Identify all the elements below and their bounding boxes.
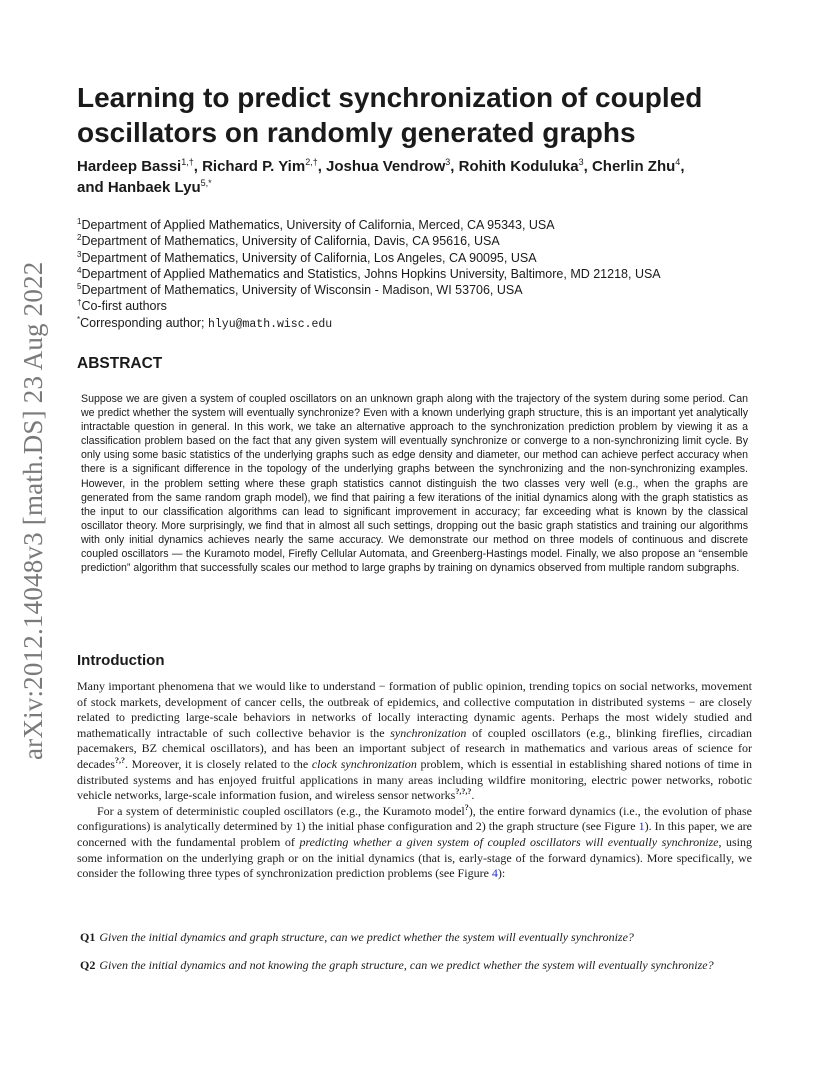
- figure-link[interactable]: 1: [638, 819, 645, 834]
- text-run: ):: [497, 866, 506, 881]
- affiliation-text: Department of Mathematics, University of California, Davis, CA 95616, USA: [81, 234, 500, 249]
- author-separator: ,: [583, 158, 592, 175]
- author-name: Hardeep Bassi: [77, 158, 182, 175]
- affiliation-mark: 5: [77, 282, 82, 292]
- author-marks: 2,†: [305, 157, 318, 167]
- author-name: Richard P. Yim: [202, 158, 306, 175]
- author-marks: 3: [578, 157, 584, 167]
- affiliation: [77, 250, 767, 266]
- corresponding-label: Corresponding author;: [80, 315, 208, 330]
- author-separator: ,: [680, 158, 685, 175]
- text-run: ), the entire forward dynamics (i.e., the evolution of phase configurations) is analytically determined by 1) the initial phase configuration and 2) the graph structure (see Figure: [77, 803, 753, 834]
- question-text: Given the initial dynamics and graph structure, can we predict whether the system will eventually synchronize?: [99, 930, 634, 944]
- author-marks: 5,*: [200, 178, 212, 188]
- author-marks: 1,†: [181, 157, 194, 167]
- affiliation: [77, 298, 767, 314]
- affiliation: [77, 233, 767, 249]
- paper-title: Learning to predict synchronization of coupled oscillators on randomly generated graphs: [77, 82, 703, 148]
- emphasis: predicting whether a given system of coupled oscillators will eventually synchronize: [299, 834, 719, 849]
- author-marks: 3: [445, 157, 451, 167]
- text-run: , using some information on the underlying graph or on the initial dynamics (that is, early-stage of the forward dynamics). More specifically, we consider the following three types of synchronization prediction problems (see Figure: [77, 834, 753, 881]
- text-run: Many important phenomena that we would like to understand − formation of public opinion, trending topics on social networks, movement of stock markets, development of cancer cells, the outbreak of epidemics, and collective computation in distributed systems − are closely related to predicting large-scale behaviors in networks of locally interacting dynamic agents. Perhaps the most widely studied and mathematically intractable of such collective behavior is the: [77, 679, 752, 740]
- question-label: Q1: [80, 930, 96, 944]
- author-name: Joshua Vendrow: [326, 158, 446, 175]
- question-label: Q2: [80, 958, 96, 972]
- affiliation-mark: 2: [77, 233, 82, 243]
- citation[interactable]: ?,?,?: [455, 787, 472, 797]
- abstract-heading: ABSTRACT: [77, 355, 163, 372]
- affiliation-text: Co-first authors: [81, 299, 167, 314]
- text-run: For a system of deterministic coupled oscillators (e.g., the Kuramoto model: [97, 803, 465, 818]
- author-name: and Hanbaek Lyu: [77, 179, 201, 196]
- citation[interactable]: ?,?: [114, 755, 125, 765]
- citation[interactable]: ?: [464, 802, 469, 812]
- introduction-body: [77, 679, 752, 882]
- affiliation-list: [77, 217, 767, 333]
- abstract-text: Suppose we are given a system of coupled oscillators on an unknown graph along with the trajectory of the system during some period. Can we predict whether the system will eventually synchronize? Even with a known underlying graph structure, this is an important yet analytically intractable question in general. In this work, we take an alternative approach to the synchronization prediction problem by viewing it as a classification problem based on the fact that any given system will eventually synchronize or converge to a non-synchronizing limit cycle. By only using some basic statistics of the underlying graphs such as edge density and diameter, our method can achieve perfect accuracy when there is a significant difference in the topology of the underlying graphs between the synchronizing and the non-synchronizing examples. However, in the problem setting where these graph statistics cannot distinguish the two classes very well (e.g., when the graphs are generated from the same random graph model), we find that pairing a few iterations of the initial dynamics along with the graph statistics as the input to our classification algorithms can lead to significant improvement in accuracy; far exceeding what is known by the classical oscillator theory. More surprisingly, we find that in almost all such settings, dropping out the basic graph statistics and training our algorithms with only initial dynamics achieves nearly the same accuracy. We demonstrate our method on three models of continuous and discrete coupled oscillators — the Kuramoto model, Firefly Cellular Automata, and Greenberg-Hastings model. Finally, we also propose an “ensemble prediction” algorithm that successfully scales our method to large graphs by training on dynamics observed from multiple random subgraphs.: [81, 393, 748, 575]
- author-separator: ,: [450, 158, 459, 175]
- emphasis: clock synchronization: [311, 756, 417, 771]
- question-item: [77, 958, 755, 974]
- paragraph: [77, 679, 752, 804]
- author-marks: 4: [675, 157, 681, 167]
- corresponding-author: [77, 315, 767, 333]
- author-separator: ,: [193, 158, 203, 175]
- text-run: problem, which is essential in establishing shared notions of time in distributed systems and has enjoyed fruitful applications in many areas including wildfire monitoring, electric power networks, robotic vehicle networks, large-scale information fusion, and wireless sensor networks: [77, 756, 752, 803]
- affiliation-mark: 1: [77, 216, 82, 226]
- author-name: Rohith Koduluka: [458, 158, 579, 175]
- corresponding-email[interactable]: hlyu@math.wisc.edu: [207, 317, 333, 331]
- text-run: ). In this paper, we are concerned with the fundamental problem of: [77, 819, 752, 849]
- paragraph: [77, 804, 752, 882]
- affiliation: [77, 282, 767, 298]
- affiliation-mark: 4: [77, 265, 82, 275]
- affiliation-text: Department of Applied Mathematics and Statistics, Johns Hopkins University, Baltimore, MD 21218, USA: [81, 266, 661, 281]
- emphasis: synchronization: [390, 725, 467, 740]
- affiliation-text: Department of Mathematics, University of Wisconsin - Madison, WI 53706, USA: [81, 283, 523, 298]
- affiliation-mark: †: [77, 298, 82, 308]
- author-separator: ,: [317, 158, 327, 175]
- introduction-heading: Introduction: [77, 652, 165, 669]
- question-item: [77, 930, 755, 946]
- affiliation: [77, 217, 767, 233]
- text-run: .: [471, 788, 475, 803]
- figure-link[interactable]: 4: [491, 866, 498, 881]
- arxiv-identifier: arXiv:2012.14048v3 [math.DS] 23 Aug 2022: [18, 261, 48, 760]
- corresponding-mark: *: [77, 314, 81, 324]
- question-text: Given the initial dynamics and not knowing the graph structure, can we predict whether the system will eventually synchronize?: [99, 958, 714, 972]
- author-list: [77, 156, 767, 198]
- author-name: Cherlin Zhu: [591, 158, 676, 175]
- text-run: . Moreover, it is closely related to the: [124, 756, 312, 771]
- affiliation: [77, 266, 767, 282]
- text-run: of coupled oscillators (e.g., blinking fireflies, circadian pacemakers, BZ chemical oscillators), and has been an important subject of research in mathematics and various areas of science for decades: [77, 725, 752, 771]
- affiliation-mark: 3: [77, 249, 82, 259]
- affiliation-text: Department of Mathematics, University of California, Los Angeles, CA 90095, USA: [81, 250, 537, 265]
- affiliation-text: Department of Applied Mathematics, University of California, Merced, CA 95343, USA: [81, 218, 555, 232]
